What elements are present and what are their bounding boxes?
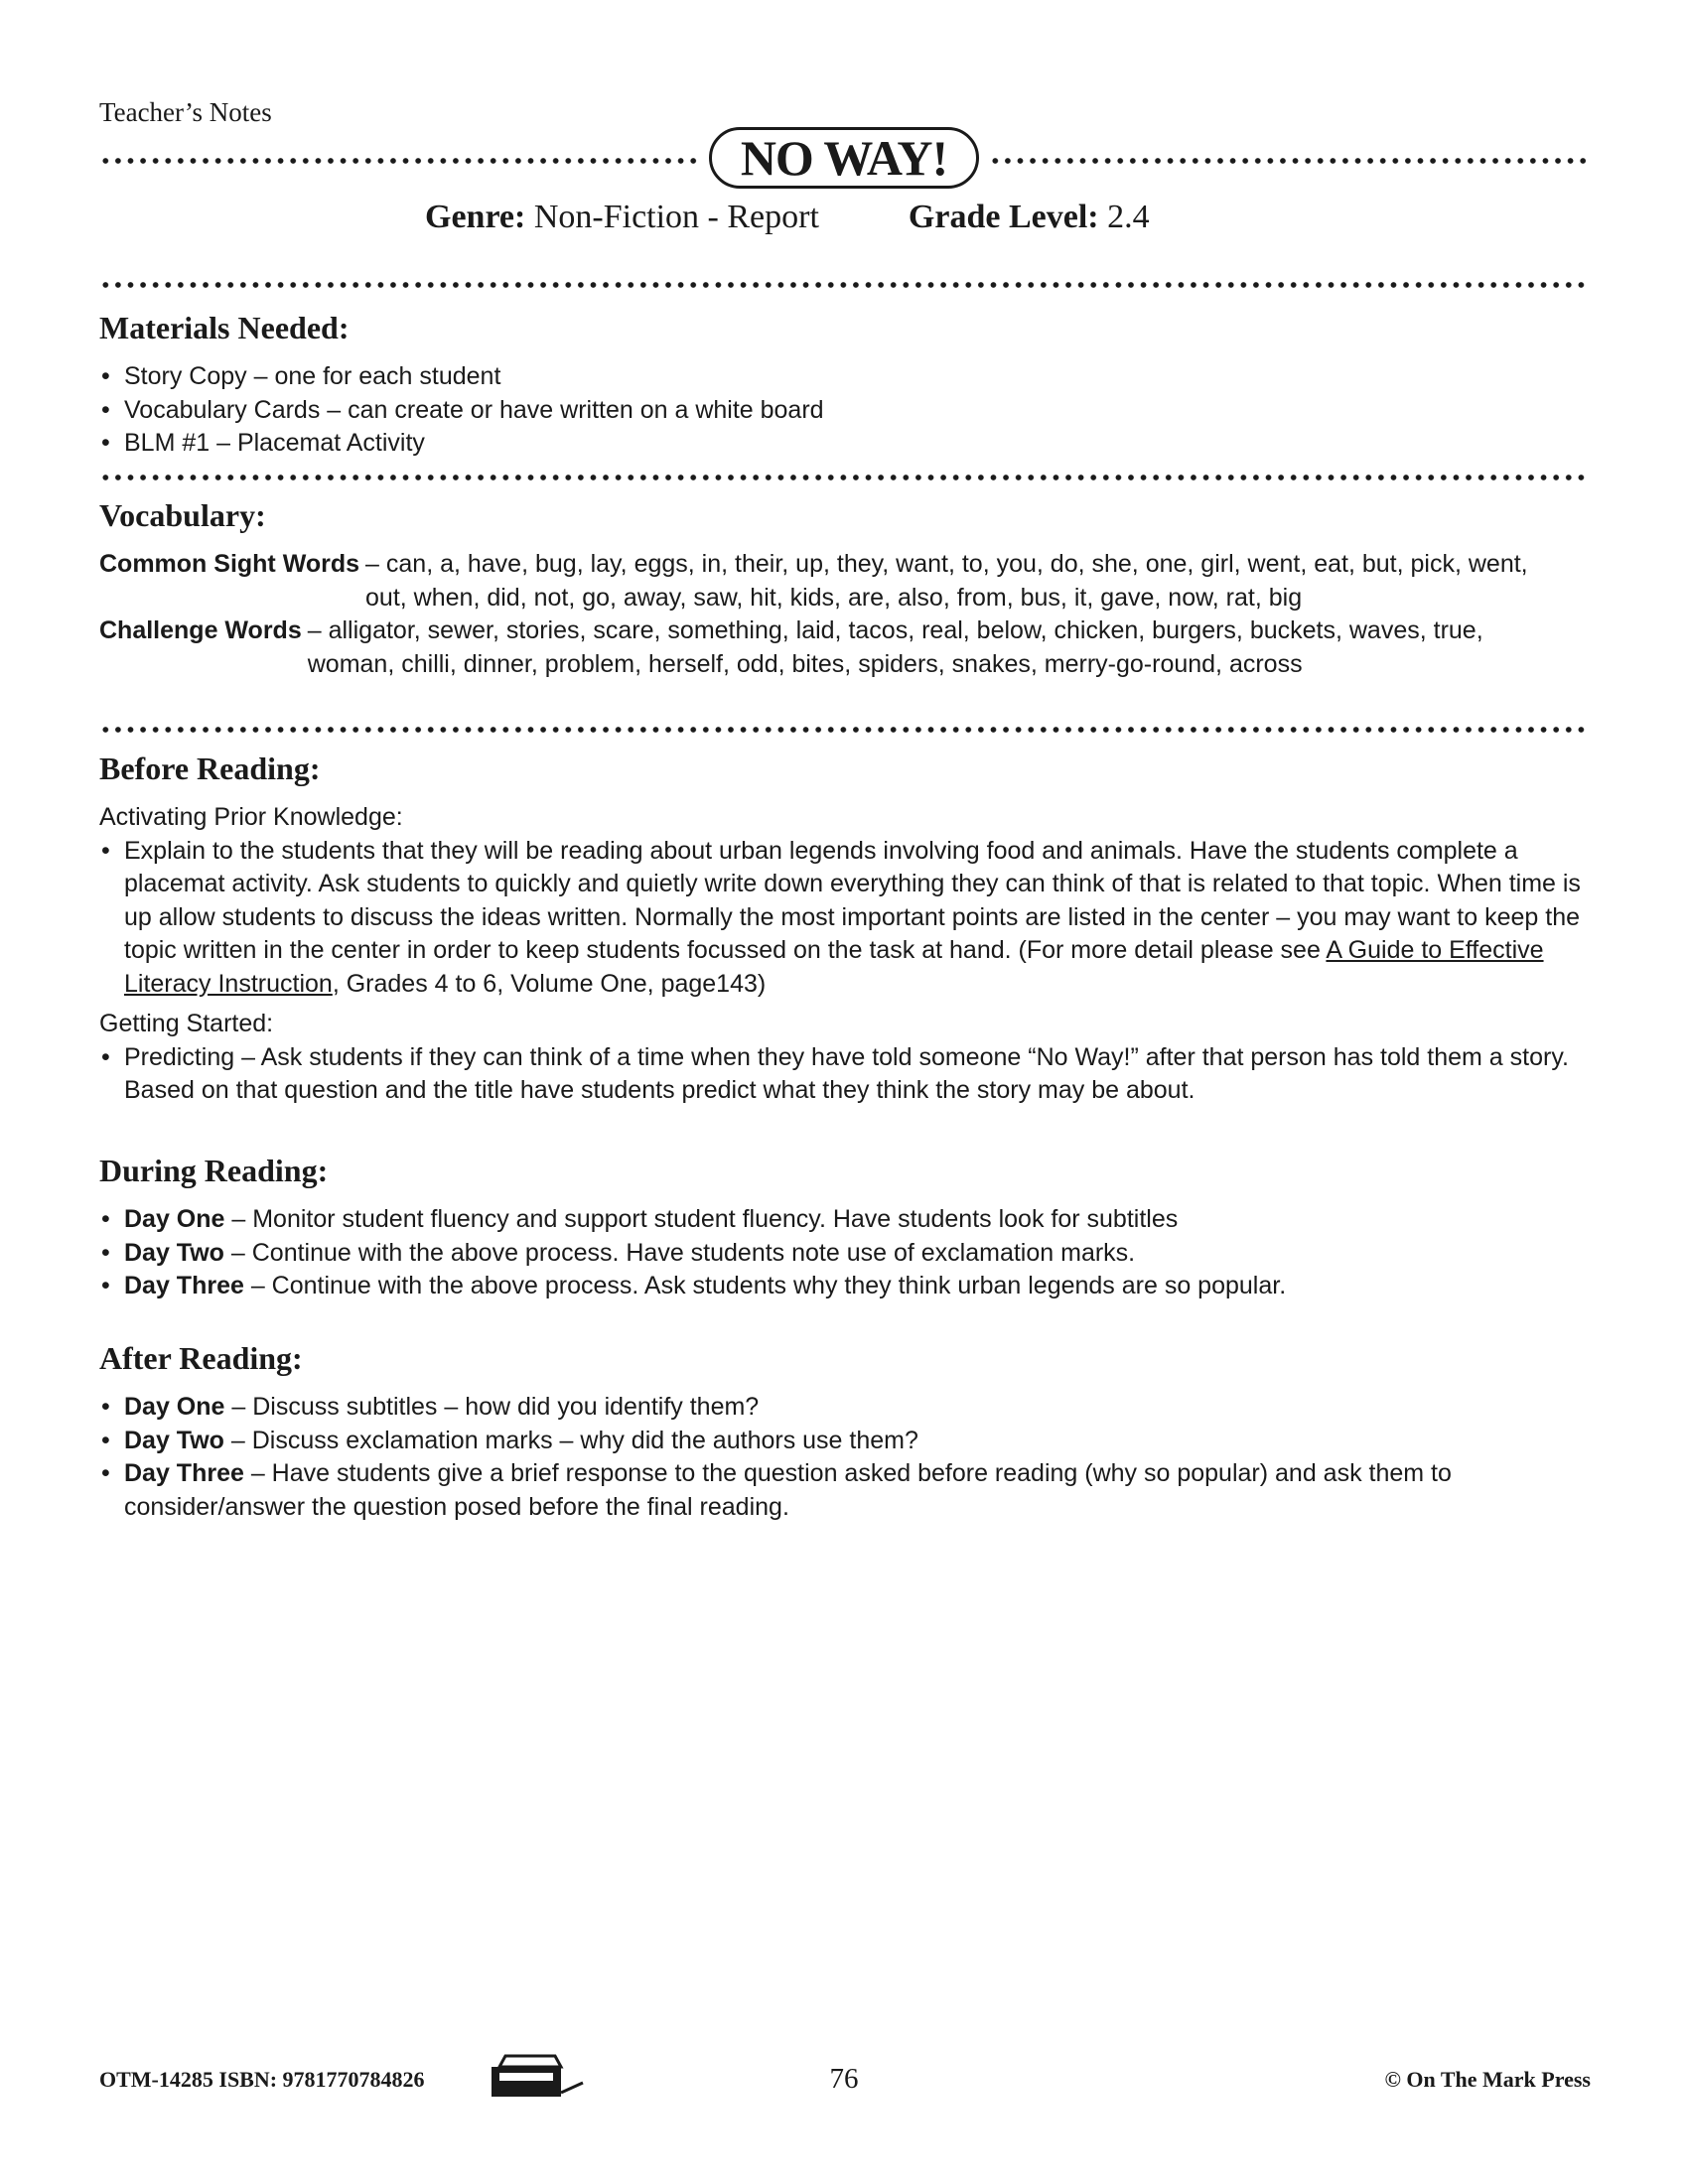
sight-words-row bbox=[99, 548, 1564, 614]
list-item bbox=[99, 835, 1599, 1002]
before-reading-heading: Before Reading: bbox=[99, 751, 321, 786]
day-text: – Discuss subtitles – how did you identify them? bbox=[224, 1393, 760, 1421]
dotted-divider bbox=[99, 474, 1591, 481]
vocabulary-block bbox=[99, 548, 1564, 681]
materials-heading: Materials Needed: bbox=[99, 310, 350, 345]
getting-started-title: Getting Started: bbox=[99, 1010, 274, 1037]
during-reading-heading: During Reading: bbox=[99, 1153, 329, 1188]
dotted-divider-right bbox=[989, 157, 1591, 165]
grade-label: Grade Level: bbox=[908, 199, 1099, 235]
isbn-footer: OTM-14285 ISBN: 9781770784826 bbox=[99, 2067, 425, 2092]
dotted-divider bbox=[99, 726, 1591, 734]
day-text: – Monitor student fluency and support student fluency. Have students look for subtitles bbox=[224, 1205, 1179, 1233]
day-label: Day Two bbox=[124, 1426, 224, 1454]
list-item: • BLM #1 – Placemat Activity bbox=[99, 427, 1599, 461]
dotted-divider-left bbox=[99, 157, 701, 165]
day-label: Day One bbox=[124, 1393, 225, 1421]
day-label: Day Three bbox=[124, 1272, 244, 1299]
publisher-footer: © On The Mark Press bbox=[1384, 2067, 1591, 2092]
day-text: – Have students give a brief response to the question asked before reading (why so popular) and ask them to consider/answer the question posed before the final reading. bbox=[124, 1459, 1452, 1521]
sight-words-label: Common Sight Words bbox=[99, 550, 360, 578]
title-banner bbox=[99, 127, 1591, 197]
copier-logo-icon bbox=[490, 2053, 587, 2103]
list-item bbox=[99, 1237, 1599, 1271]
day-label: Day Three bbox=[124, 1459, 244, 1487]
dotted-divider bbox=[99, 281, 1591, 289]
page-title: NO WAY! bbox=[709, 127, 979, 189]
apk-text: Explain to the students that they will be reading about urban legends involving food and animals. Have the students complete a placemat activity. Ask students to quickly and quietly write down everything they can think of that is related to that topic. When time is up allow students to discuss the ideas written. Normally the most important points are listed in the center – you may want to keep the topic written in the center in order to keep students focussed on the task at hand. (For more detail please see bbox=[124, 836, 1581, 964]
day-text: – Discuss exclamation marks – why did the authors use them? bbox=[223, 1426, 918, 1454]
challenge-words-row bbox=[99, 614, 1564, 681]
genre-value: Non-Fiction - Report bbox=[533, 199, 819, 235]
day-text: – Continue with the above process. Ask students why they think urban legends are so popular. bbox=[243, 1272, 1287, 1299]
guide-reference: A Guide to Effective Literacy Instruction bbox=[124, 936, 1544, 998]
challenge-words-list: – alligator, sewer, stories, scare, something, laid, tacos, real, below, chicken, burgers, buckets, waves, true, woman, chilli, dinner, problem, herself, odd, bites, spiders, snakes, merry-go-round, across bbox=[307, 616, 1483, 678]
during-reading-list bbox=[99, 1203, 1599, 1303]
genre-grade-row bbox=[425, 199, 1150, 236]
list-item bbox=[99, 1391, 1599, 1425]
teachers-notes-label: Teacher’s Notes bbox=[99, 97, 272, 127]
day-text: – Continue with the above process. Have students note use of exclamation marks. bbox=[223, 1238, 1136, 1267]
list-item: • Predicting – Ask students if they can think of a time when they have told someone “No Way!” after that person has told them a story. Based on that question and the title have students predict what they think the story may be about. bbox=[99, 1041, 1599, 1108]
activating-prior-knowledge-title: Activating Prior Knowledge: bbox=[99, 803, 403, 831]
genre-label: Genre: bbox=[425, 199, 526, 235]
vocabulary-heading: Vocabulary: bbox=[99, 497, 266, 533]
before-reading-block bbox=[99, 801, 1599, 1108]
list-item: • Vocabulary Cards – can create or have written on a white board bbox=[99, 394, 1599, 428]
page-number: 76 bbox=[829, 2063, 859, 2095]
challenge-words-label: Challenge Words bbox=[99, 616, 302, 644]
after-reading-heading: After Reading: bbox=[99, 1340, 303, 1376]
list-item: • Story Copy – one for each student bbox=[99, 360, 1599, 394]
day-label: Day Two bbox=[124, 1238, 224, 1267]
list-item bbox=[99, 1270, 1599, 1303]
after-reading-list bbox=[99, 1391, 1599, 1524]
materials-list bbox=[99, 360, 1599, 461]
grade-value: 2.4 bbox=[1107, 199, 1150, 235]
apk-text-end: , Grades 4 to 6, Volume One, page143) bbox=[332, 969, 767, 998]
sight-words-list: – can, a, have, bug, lay, eggs, in, their, up, they, want, to, you, do, she, one, girl, went, eat, but, pick, went, out, when, did, not, go, away, saw, hit, kids, are, also, from, bus, it, gave, now, rat, big bbox=[365, 550, 1528, 612]
list-item bbox=[99, 1425, 1599, 1458]
day-label: Day One bbox=[124, 1205, 225, 1233]
list-item bbox=[99, 1203, 1599, 1237]
list-item bbox=[99, 1457, 1599, 1524]
